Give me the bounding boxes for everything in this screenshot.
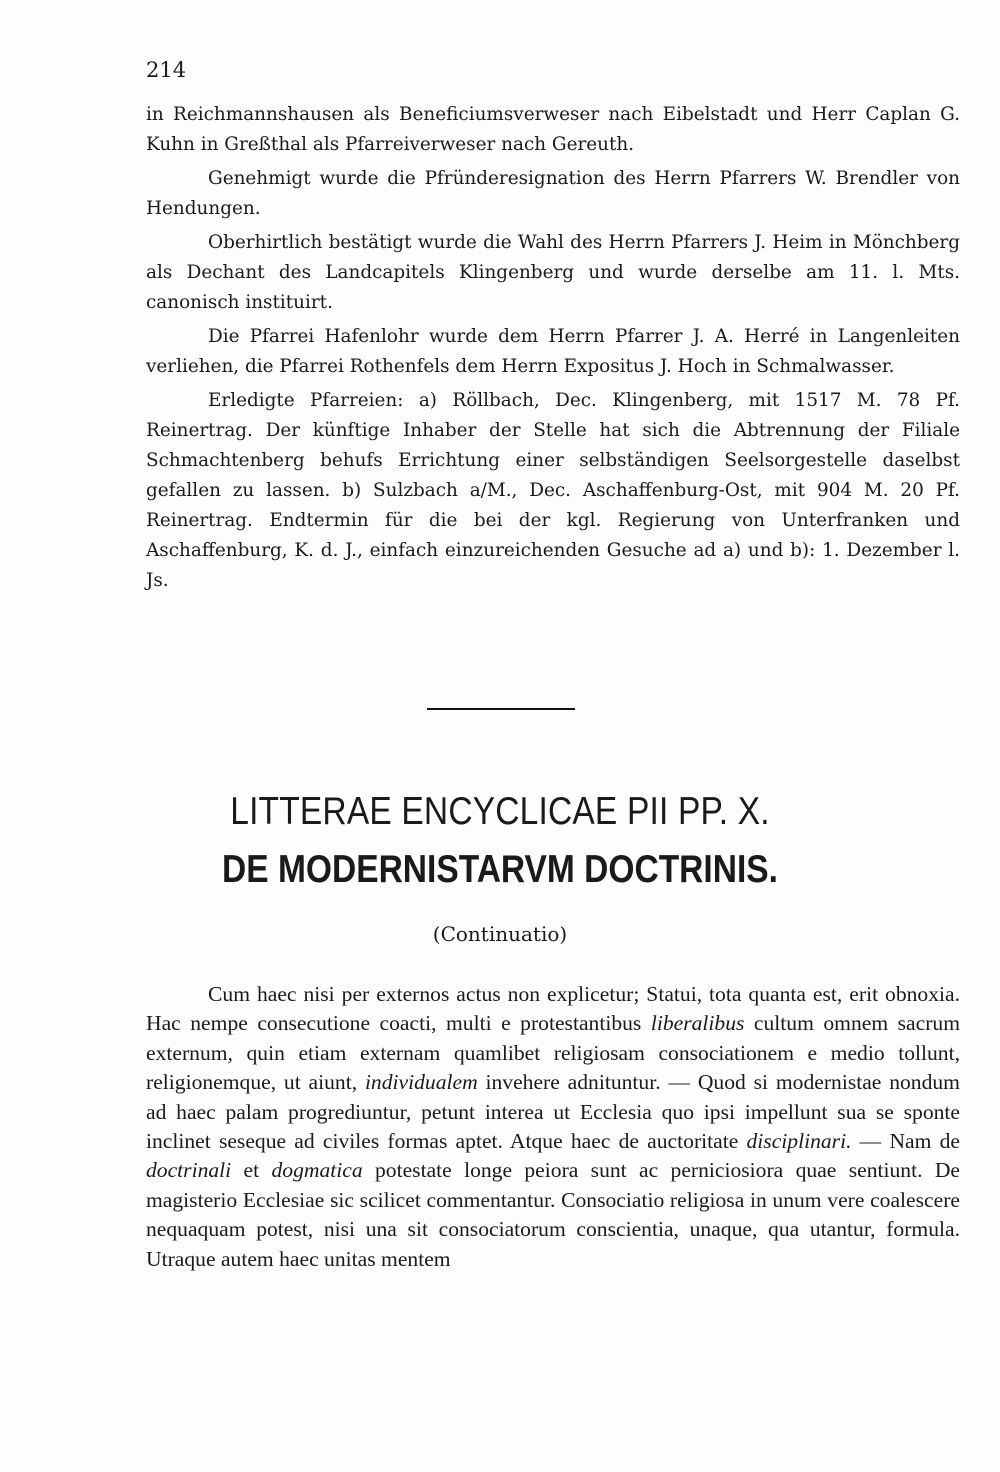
section-divider bbox=[427, 708, 575, 710]
italic-segment: doctrinali bbox=[146, 1158, 232, 1183]
paragraph-appointments: in Reichmannshausen als Beneficiumsverweser nach Eibelstadt und Herr Caplan G. Kuhn in Greßthal als Pfarreiverweser nach Gereuth. bbox=[146, 104, 960, 155]
text-segment: potestate longe peiora sunt ac perniciosiora quae sentiunt. De magisterio Ecclesiae sic scilicet commentantur. Consociatio religiosa in unum vere coalescere nequaquam potest, nisi una sit consociatorum conscientia, unaque, qua utantur, formula. Utraque autem haec unitas mentem bbox=[146, 1158, 960, 1271]
text-segment: et bbox=[231, 1158, 272, 1183]
encyclical-subtitle: DE MODERNISTARVM DOCTRINIS. bbox=[222, 848, 778, 891]
text-segment: Cum haec nisi per externos actus non explicetur; Statui, tota quanta est, erit obnoxia. Hac nempe consecutione coacti, multi e protestantibus bbox=[146, 982, 960, 1036]
text-segment: — Nam de bbox=[851, 1129, 960, 1154]
italic-segment: individualem bbox=[364, 1070, 478, 1095]
continuatio-label: (Continuatio) bbox=[432, 922, 568, 946]
paragraph-parish-appointments: Die Pfarrei Hafenlohr wurde dem Herrn Pfarrer J. A. Herré in Langenleiten verliehen, die Pfarrei Rothenfels dem Herrn Expositus J. Hoch in Schmalwasser. bbox=[146, 326, 960, 377]
text-segment: invehere adnituntur. — Quod si modernistae nondum ad haec palam progrediuntur, petunt interea ut Ecclesia quo ipsi impellunt sua se sponte inclinet seseque ad civiles formas aptet. Atque haec de auctoritate bbox=[146, 1070, 960, 1154]
paragraph-resignation: Genehmigt wurde die Pfründeresignation des Herrn Pfarrers W. Brendler von Hendungen. bbox=[146, 168, 960, 219]
text-segment: cultum omnem sacrum externum, quin etiam externam quamlibet religiosam consociationem e medio tollunt, religionemque, ut aiunt, bbox=[146, 1011, 961, 1095]
paragraph-vacant-parishes: Erledigte Pfarreien: a) Röllbach, Dec. Klingenberg, mit 1517 M. 78 Pf. Reinertrag. Der künftige Inhaber der Stelle hat sich die Abtrennung der Filiale Schmachtenberg behufs Errichtung einer selbständigen Seelsorgestelle daselbst gefallen zu lassen. b) Sulzbach a/M., Dec. Aschaffenburg-Ost, mit 904 M. 20 Pf. Reinertrag. Endtermin für die bei der kgl. Regierung von Unterfranken und Aschaffenburg, K. d. J., einfach einzureichenden Gesuche ad a) und b): 1. Dezember l. Js. bbox=[146, 390, 960, 591]
italic-segment: disciplinari. bbox=[746, 1129, 852, 1154]
german-text-block bbox=[146, 100, 960, 600]
latin-text-block bbox=[146, 980, 960, 1274]
encyclical-title: LITTERAE ENCYCLICAE PII PP. X. bbox=[230, 790, 770, 833]
page-number: 214 bbox=[146, 58, 187, 82]
paragraph-dean-election: Oberhirtlich bestätigt wurde die Wahl des Herrn Pfarrers J. Heim in Mönchberg als Dechant des Landcapitels Klingenberg und wurde derselbe am 11. l. Mts. canonisch instituirt. bbox=[146, 232, 960, 313]
latin-paragraph bbox=[146, 980, 960, 1274]
italic-segment: dogmatica bbox=[271, 1158, 363, 1183]
italic-segment: liberalibus bbox=[650, 1011, 745, 1036]
